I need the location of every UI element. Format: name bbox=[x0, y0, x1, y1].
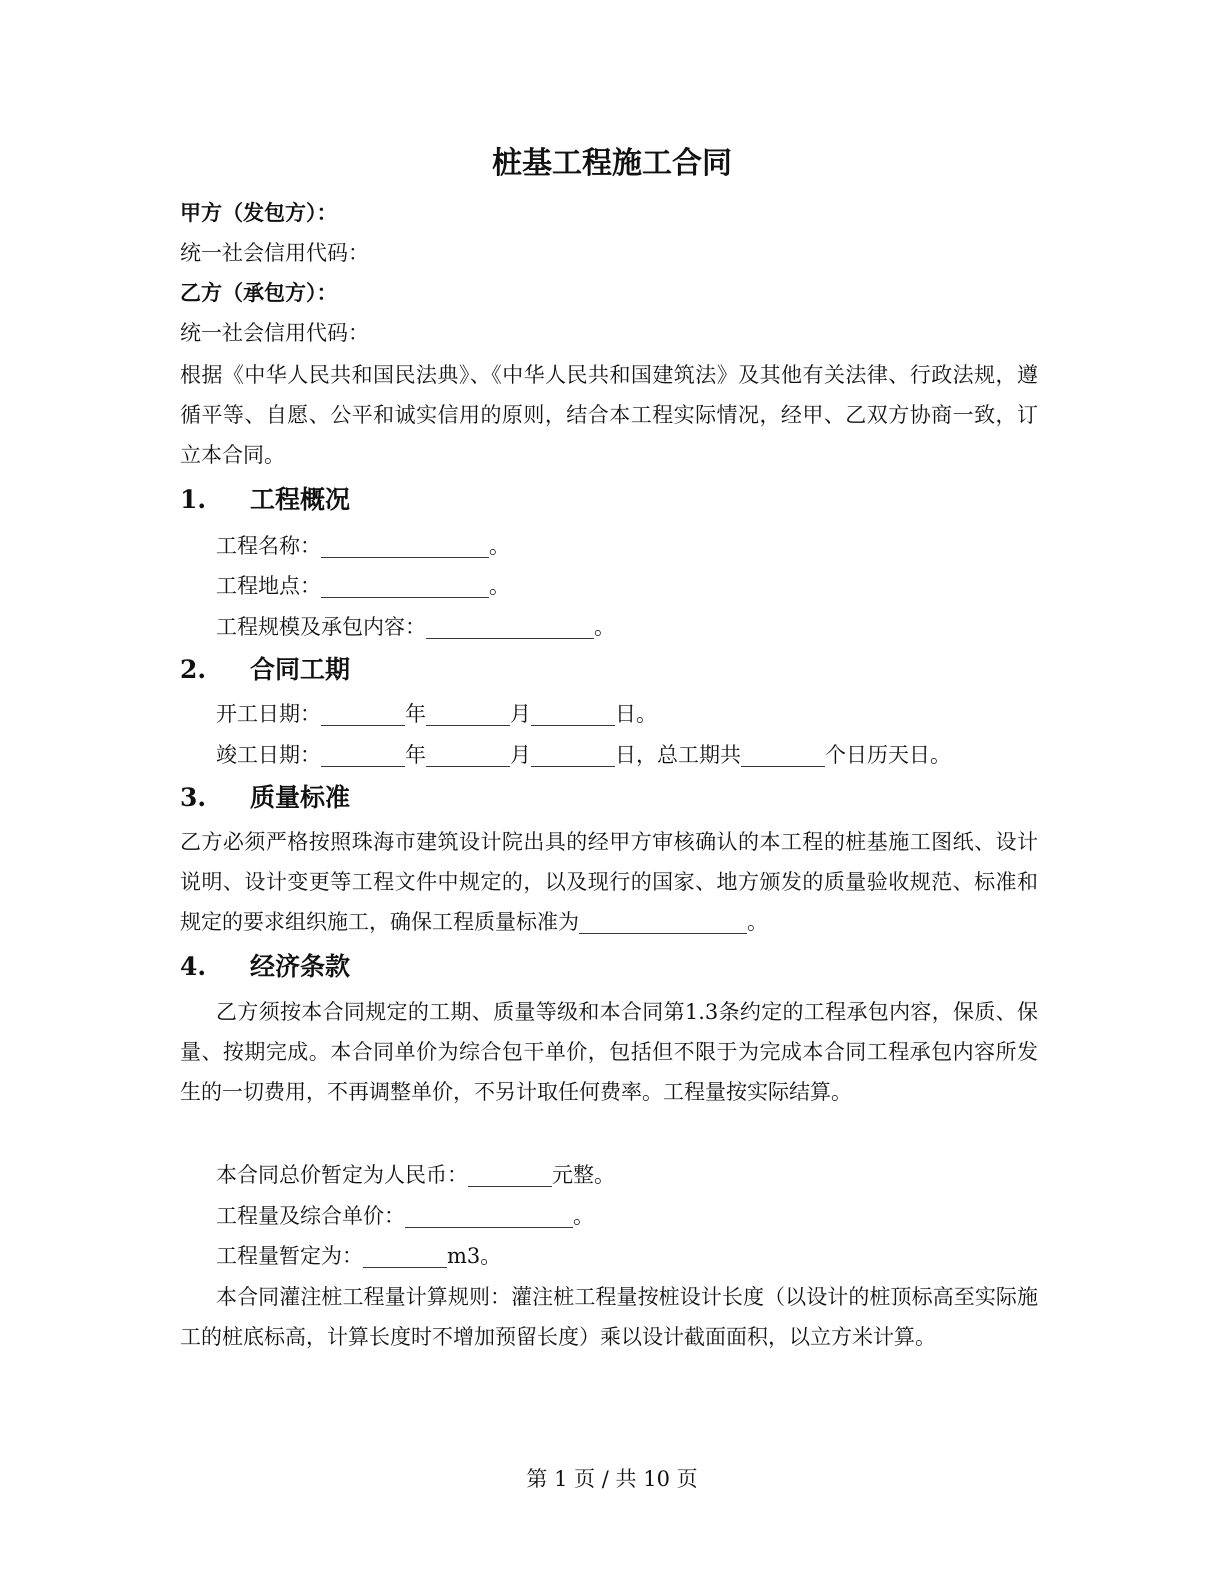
completion-date-field: 竣工日期：________年________月________日，总工期共________个日历天日。 bbox=[216, 743, 951, 767]
section-title: 经济条款 bbox=[250, 952, 351, 981]
section-number: 2. bbox=[180, 655, 207, 684]
project-scope-field: 工程规模及承包内容：________________。 bbox=[216, 615, 615, 639]
section-number: 4. bbox=[180, 952, 207, 981]
party-b-label: 乙方（承包方）： bbox=[180, 280, 338, 305]
section-3-heading bbox=[180, 780, 350, 816]
section-number: 3. bbox=[180, 783, 207, 812]
preamble-paragraph: 根据《中华人民共和国民法典》、《中华人民共和国建筑法》及其他有关法律、行政法规，遵循平等、自愿、公平和诚实信用的原则，结合本工程实际情况，经甲、乙双方协商一致，订立本合同。 bbox=[180, 363, 1038, 467]
contract-total-price-field: 本合同总价暂定为人民币：________元整。 bbox=[216, 1163, 615, 1187]
project-location-field: 工程地点：________________。 bbox=[216, 574, 510, 598]
calculation-rule-paragraph: 本合同灌注桩工程量计算规则：灌注桩工程量按桩设计长度（以设计的桩顶标高至实际施工的桩底标高，计算长度时不增加预留长度）乘以设计截面面积，以立方米计算。 bbox=[180, 1285, 1038, 1349]
document-title: 桩基工程施工合同 bbox=[492, 146, 732, 181]
section-title: 质量标准 bbox=[250, 783, 351, 812]
quality-standard-paragraph: 乙方必须严格按照珠海市建筑设计院出具的经甲方审核确认的本工程的桩基施工图纸、设计说明、设计变更等工程文件中规定的，以及现行的国家、地方颁发的质量验收规范、标准和规定的要求组织施工，确保工程质量标准为________________。 bbox=[180, 830, 1038, 934]
section-2-heading bbox=[180, 652, 350, 688]
section-4-heading bbox=[180, 949, 350, 985]
section-title: 工程概况 bbox=[250, 485, 351, 514]
party-a-credit-code: 统一社会信用代码： bbox=[180, 241, 369, 265]
section-1-heading bbox=[180, 482, 350, 518]
provisional-quantity-field: 工程量暂定为：________m3。 bbox=[216, 1244, 502, 1268]
section-number: 1. bbox=[180, 485, 207, 514]
economic-terms-paragraph: 乙方须按本合同规定的工期、质量等级和本合同第1.3条约定的工程承包内容，保质、保量、按期完成。本合同单价为综合包干单价，包括但不限于为完成本合同工程承包内容所发生的一切费用，不再调整单价，不另计取任何费率。工程量按实际结算。 bbox=[180, 1000, 1038, 1104]
section-title: 合同工期 bbox=[250, 655, 351, 684]
start-date-field: 开工日期：________年________月________日。 bbox=[216, 702, 657, 726]
project-name-field: 工程名称：________________。 bbox=[216, 534, 510, 558]
page-number-footer: 第 1 页 / 共 10 页 bbox=[526, 1467, 698, 1491]
party-a-label: 甲方（发包方）： bbox=[180, 200, 338, 225]
quantity-unit-price-field: 工程量及综合单价：________________。 bbox=[216, 1204, 594, 1228]
party-b-credit-code: 统一社会信用代码： bbox=[180, 321, 369, 345]
